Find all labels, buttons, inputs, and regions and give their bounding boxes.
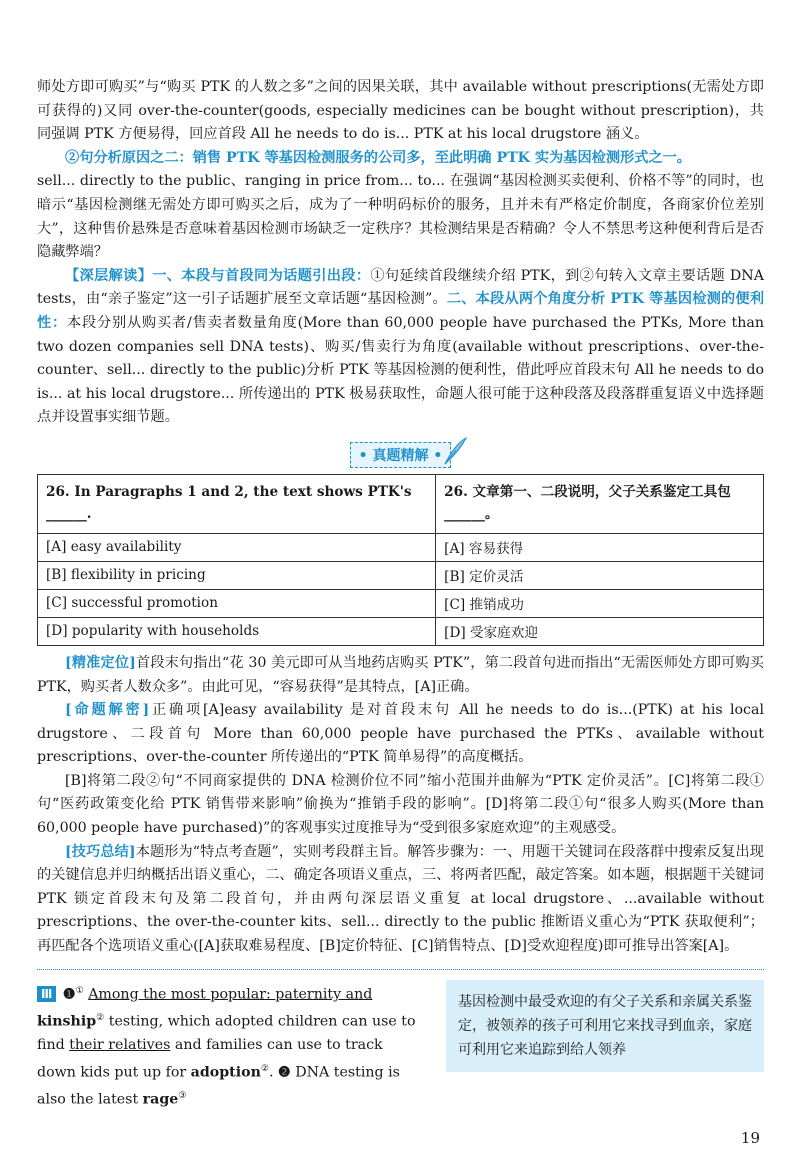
translation-note: 基因检测中最受欢迎的有父子关系和亲属关系鉴定，被领养的孩子可利用它来找寻到血亲，家庭可利用它来追踪到给人领养	[446, 980, 764, 1072]
divider	[37, 969, 764, 970]
tips-section: [技巧总结]本题形为“特点考查题”，实则考段群主旨。解答步骤为：一、用题干关键词在段落群中搜索反复出现的关键信息并归纳概括出语义重心，二、确定各项语义重点，三、将两者匹配，敲定答案。如本题，根据题干关键词 PTK 锁定首段末句及第二段首句，并由两句深层语义重复 at local drugstore、...available without prescriptions、the over-the-counter kits、sell... directly to the public 推断语义重心为“PTK 获取便利”；再匹配各个选项语义重心([A]获取难易程度、[B]定价特征、[C]销售特点、[D]受欢迎程度)即可推导出答案[A]。	[37, 843, 764, 955]
table-row	[38, 561, 764, 589]
quill-icon	[442, 436, 468, 466]
vocab-adoption: adoption	[190, 1064, 261, 1081]
paragraph-number: Ⅲ	[37, 986, 56, 1002]
table-row	[38, 617, 764, 645]
vocab-kinship: kinship	[37, 1013, 97, 1030]
option-c-cn: [C] 推销成功	[436, 589, 764, 617]
section-banner	[336, 442, 466, 468]
para-2-body: sell... directly to the public、ranging in price from... to... 在强调“基因检测买卖便利、价格不等”的同时，也暗示“基因检测继无需处方即可购买之后，成为了一种明码标价的服务，且并未有严格定价制度，各商家价位差别大”，这种售价悬殊是否意味着基因检测市场缺乏一定秩序？其检测结果是否精确？令人不禁思考这种便利背后是否隐藏弊端？	[37, 173, 764, 261]
passage-block	[37, 980, 764, 1113]
vocab-rage: rage	[142, 1091, 179, 1108]
option-b-en: [B] flexibility in pricing	[38, 561, 436, 589]
sentence-marker-1: ❶	[62, 986, 76, 1003]
banner-label: • 真题精解 •	[350, 442, 452, 468]
page-content	[37, 76, 764, 1113]
locate-section: [精准定位]首段末句指出“花 30 美元即可从当地药店购买 PTK”，第二段首句进而指出“无需医师处方即可购买 PTK，购买者人数众多”。由此可见，“容易获得”是其特点，[A]正确。	[37, 654, 764, 695]
decode-section: [命题解密]正确项[A]easy availability 是对首段末句 All he needs to do is...(PTK) at his local drugstore、二段首句 More than 60,000 people have purchased the PTKs、available without prescriptions、over-the-counter 所传递出的“PTK 简单易得”的高度概括。	[37, 702, 764, 766]
table-row	[38, 533, 764, 561]
table-row	[38, 589, 764, 617]
option-d-cn: [D] 受家庭欢迎	[436, 617, 764, 645]
sentence-marker-2: ❷	[278, 1064, 291, 1081]
distractor-analysis: [B]将第二段②句“不同商家提供的 DNA 检测价位不同”缩小范围并曲解为“PTK 定价灵活”。[C]将第二段①句“医药政策变化给 PTK 销售带来影响”偷换为“推销手段的影响”。[D]将第二段①句“很多人购买(More than 60,000 people have purchased)”的客观事实过度推导为“受到很多家庭欢迎”的主观感受。	[37, 772, 764, 837]
para-1: 师处方即可购买”与“购买 PTK 的人数之多”之间的因果关联，其中 available without prescriptions(无需处方即可获得的)又同 over-the-counter(goods, especially medicines can be bought without prescription)，共同强调 PTK 方便易得，回应首段 All he needs to do is... PTK at his local drugstore 涵义。	[37, 79, 764, 143]
question-table	[37, 474, 764, 646]
option-a-cn: [A] 容易获得	[436, 533, 764, 561]
question-cn: 26. 文章第一、二段说明，父子关系鉴定工具包______。	[436, 474, 764, 533]
para-3: 【深层解读】一、本段与首段同为话题引出段：①句延续首段继续介绍 PTK，到②句转入文章主要话题 DNA tests，由“亲子鉴定”这一引子话题扩展至文章话题“基因检测”。二、本段从两个角度分析 PTK 等基因检测的便利性：本段分别从购买者/售卖者数量角度(More than 60,000 people have purchased the PTKs, More than two dozen companies sell DNA tests)、购买/售卖行为角度(available without prescriptions、over-the-counter、sell... directly to the public)分析 PTK 等基因检测的便利性，借此呼应首段末句 All he needs to do is... at his local drugstore... 所传递出的 PTK 极易获取性，命题人很可能于这种段落及段落群重复语义中选择题点并设置事实细节题。	[37, 267, 765, 426]
page-number: 19	[740, 1129, 760, 1147]
option-d-en: [D] popularity with households	[38, 617, 436, 645]
question-en: 26. In Paragraphs 1 and 2, the text shows PTK's ______.	[38, 474, 436, 533]
option-b-cn: [B] 定价灵活	[436, 561, 764, 589]
para-2-heading: ②句分析原因之二：销售 PTK 等基因检测服务的公司多，至此明确 PTK 实为基因检测形式之一。	[65, 149, 691, 166]
option-c-en: [C] successful promotion	[38, 589, 436, 617]
passage-text: Ⅲ ❶① Among the most popular: paternity and kinship② testing, which adopted children can use to find their relatives and families can use to track down kids put up for adoption②. ❷ DNA testing is also the latest rage③	[37, 985, 416, 1108]
option-a-en: [A] easy availability	[38, 533, 436, 561]
